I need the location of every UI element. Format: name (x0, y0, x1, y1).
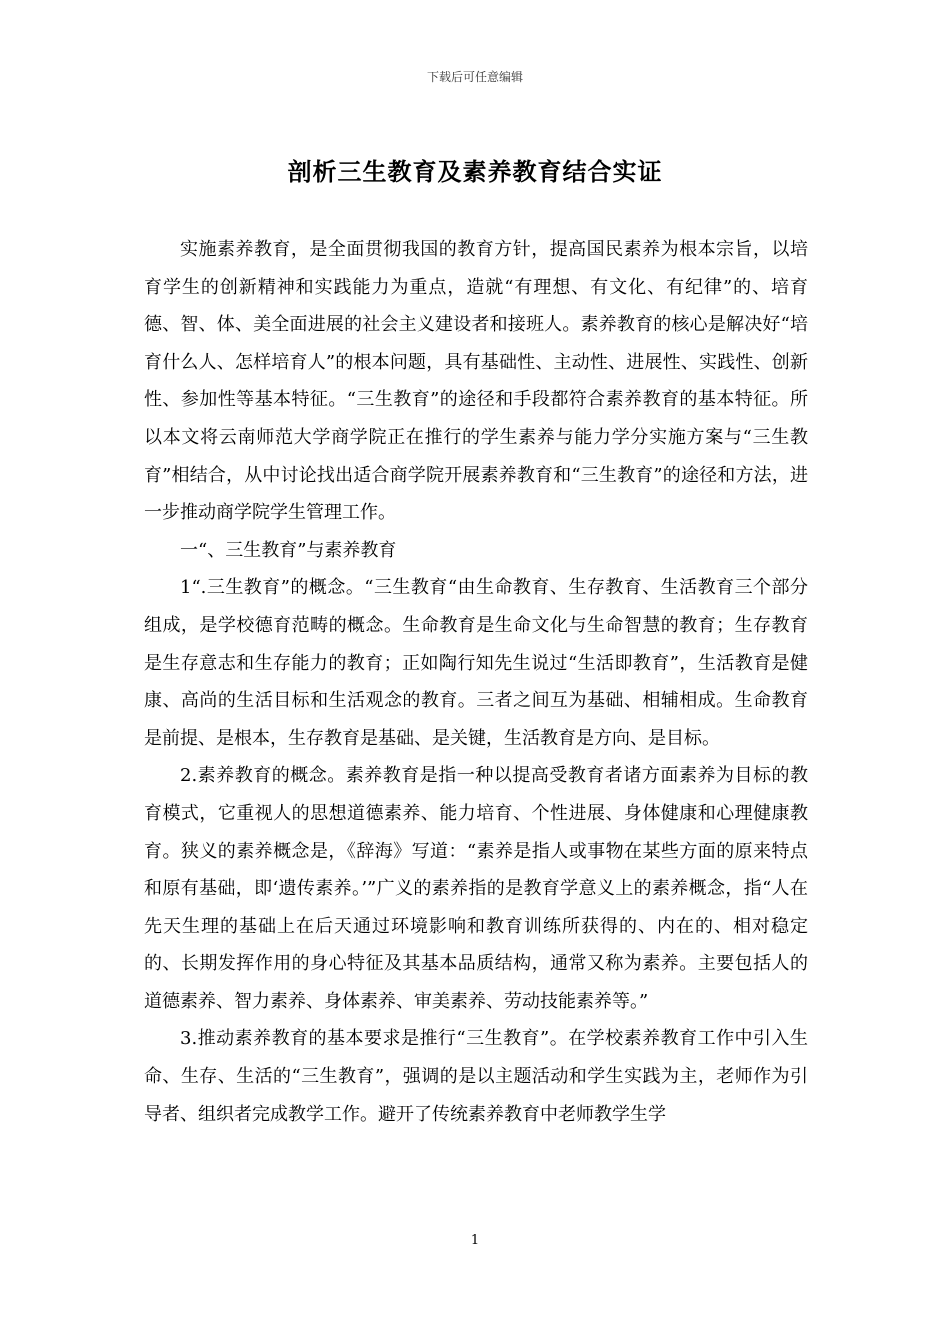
header-note: 下载后可任意编辑 (426, 70, 523, 84)
document-body (144, 231, 808, 1133)
paragraph-suyang-concept: 2.素养教育的概念。素养教育是指一种以提高受教育者诸方面素养为目标的教育模式，它重视人的思想道德素养、能力培育、个性进展、身体健康和心理健康教育。狭义的素养概念是，《辞海》写道：“素养是指人或事物在某些方面的原来特点和原有基础，即‘遗传素养。’”广义的素养指的是教育学意义上的素养概念，指“人在先天生理的基础上在后天通过环境影响和教育训练所获得的、内在的、相对稳定的、长期发挥作用的身心特征及其基本品质结构，通常又称为素养。主要包括人的道德素养、智力素养、身体素养、审美素养、劳动技能素养等。” (144, 765, 808, 1012)
paragraph-intro: 实施素养教育，是全面贯彻我国的教育方针，提高国民素养为根本宗旨，以培育学生的创新精神和实践能力为重点，造就“有理想、有文化、有纪律”的、培育德、智、体、美全面进展的社会主义建设者和接班人。素养教育的核心是解决好“培育什么人、怎样培育人”的根本问题，具有基础性、主动性、进展性、实践性、创新性、参加性等基本特征。“三生教育”的途径和手段都符合素养教育的基本特征。所以本文将云南师范大学商学院正在推行的学生素养与能力学分实施方案与“三生教育”相结合，从中讨论找出适合商学院开展素养教育和“三生教育”的途径和方法，进一步推动商学院学生管理工作。 (144, 239, 808, 524)
paragraph-basic-requirement: 3.推动素养教育的基本要求是推行“三生教育”。在学校素养教育工作中引入生命、生存、生活的“三生教育”，强调的是以主题活动和学生实践为主，老师作为引导者、组织者完成教学工作。避开了传统素养教育中老师教学生学 (144, 1028, 808, 1125)
section-heading-1: 一“、三生教育”与素养教育 (180, 539, 397, 561)
document-title: 剖析三生教育及素养教育结合实证 (287, 157, 663, 186)
page-number: 1 (470, 1233, 480, 1248)
paragraph-sansheng-concept: 1“.三生教育”的概念。“三生教育“由生命教育、生存教育、生活教育三个部分组成，是学校德育范畴的概念。生命教育是生命文化与生命智慧的教育；生存教育是生存意志和生存能力的教育；正如陶行知先生说过“生活即教育”，生活教育是健康、高尚的生活目标和生活观念的教育。三者之间互为基础、相辅相成。生命教育是前提、是根本，生存教育是基础、是关键，生活教育是方向、是目标。 (144, 577, 808, 749)
